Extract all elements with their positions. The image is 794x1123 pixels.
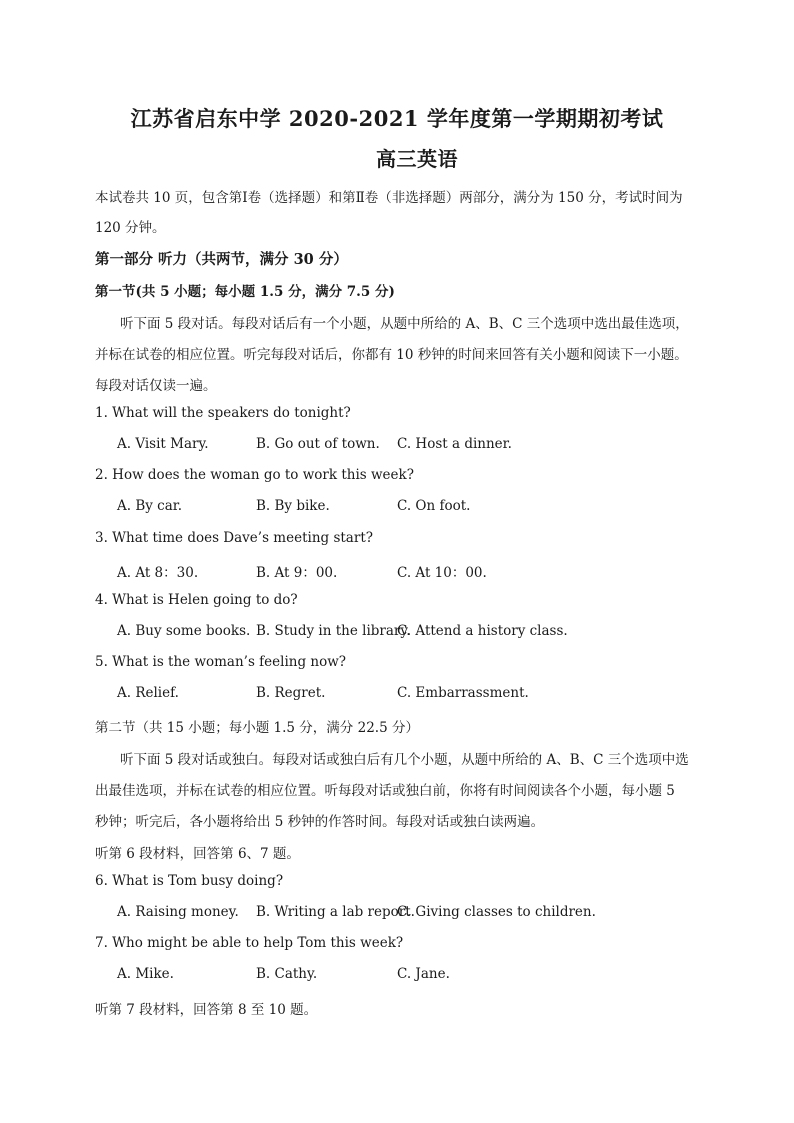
material-7-note: 听第 7 段材料，回答第 8 至 10 题。 bbox=[95, 1002, 318, 1018]
question-4: 4. What is Helen going to do? bbox=[95, 592, 298, 608]
option-c: C. Host a dinner. bbox=[397, 436, 512, 452]
section1-instruction-3: 每段对话仅读一遍。 bbox=[95, 378, 217, 394]
option-a: A. By car. bbox=[117, 498, 183, 514]
option-c: C. At 10：00. bbox=[397, 565, 487, 581]
intro-line-2: 120 分钟。 bbox=[95, 220, 166, 236]
part1-heading: 第一部分 听力（共两节，满分 30 分） bbox=[95, 251, 348, 268]
question-5: 5. What is the woman’s feeling now? bbox=[95, 654, 347, 670]
option-b: B. At 9：00. bbox=[256, 565, 338, 581]
option-c: C. Embarrassment. bbox=[397, 685, 529, 701]
option-c: C. On foot. bbox=[397, 498, 471, 514]
option-c: C. Jane. bbox=[397, 966, 450, 982]
option-b: B. Study in the library. bbox=[256, 623, 411, 639]
question-2: 2. How does the woman go to work this week? bbox=[95, 467, 414, 483]
option-a: A. Buy some books. bbox=[117, 623, 251, 639]
option-c: C. Giving classes to children. bbox=[397, 904, 596, 920]
option-a: A. At 8：30. bbox=[117, 565, 199, 581]
option-a: A. Relief. bbox=[117, 685, 179, 701]
question-6: 6. What is Tom busy doing? bbox=[95, 873, 284, 889]
option-b: B. By bike. bbox=[256, 498, 330, 514]
question-7: 7. Who might be able to help Tom this week? bbox=[95, 935, 404, 951]
option-a: A. Raising money. bbox=[117, 904, 239, 920]
option-a: A. Mike. bbox=[117, 966, 174, 982]
question-3: 3. What time does Dave’s meeting start? bbox=[95, 530, 373, 546]
option-b: B. Go out of town. bbox=[256, 436, 380, 452]
section2-instruction-2: 出最佳选项，并标在试卷的相应位置。听每段对话或独白前，你将有时间阅读各个小题，每小题 5 bbox=[95, 783, 675, 799]
option-b: B. Cathy. bbox=[256, 966, 318, 982]
section2-instruction-3: 秒钟；听完后，各小题将给出 5 秒钟的作答时间。每段对话或独白读两遍。 bbox=[95, 814, 545, 830]
section1-heading: 第一节(共 5 小题；每小题 1.5 分，满分 7.5 分) bbox=[95, 284, 395, 300]
option-b: B. Writing a lab report. bbox=[256, 904, 415, 920]
section2-instruction-1: 听下面 5 段对话或独白。每段对话或独白后有几个小题，从题中所给的 A、B、C 三个选项中选 bbox=[120, 752, 689, 768]
section1-instruction-2: 并标在试卷的相应位置。听完每段对话后，你都有 10 秒钟的时间来回答有关小题和阅读下一小题。 bbox=[95, 347, 688, 363]
page-title: 江苏省启东中学 2020-2021 学年度第一学期期初考试 bbox=[130, 106, 664, 131]
option-b: B. Regret. bbox=[256, 685, 326, 701]
section1-instruction-1: 听下面 5 段对话。每段对话后有一个小题，从题中所给的 A、B、C 三个选项中选出最佳选项， bbox=[120, 316, 689, 332]
option-c: C. Attend a history class. bbox=[397, 623, 568, 639]
page-subtitle: 高三英语 bbox=[376, 147, 458, 171]
question-1: 1. What will the speakers do tonight? bbox=[95, 405, 351, 421]
intro-line-1: 本试卷共 10 页，包含第Ⅰ卷（选择题）和第Ⅱ卷（非选择题）两部分，满分为 150 分，考试时间为 bbox=[95, 190, 683, 206]
material-6-note: 听第 6 段材料，回答第 6、7 题。 bbox=[95, 846, 300, 862]
section2-heading: 第二节（共 15 小题；每小题 1.5 分，满分 22.5 分） bbox=[95, 720, 419, 736]
option-a: A. Visit Mary. bbox=[117, 436, 209, 452]
